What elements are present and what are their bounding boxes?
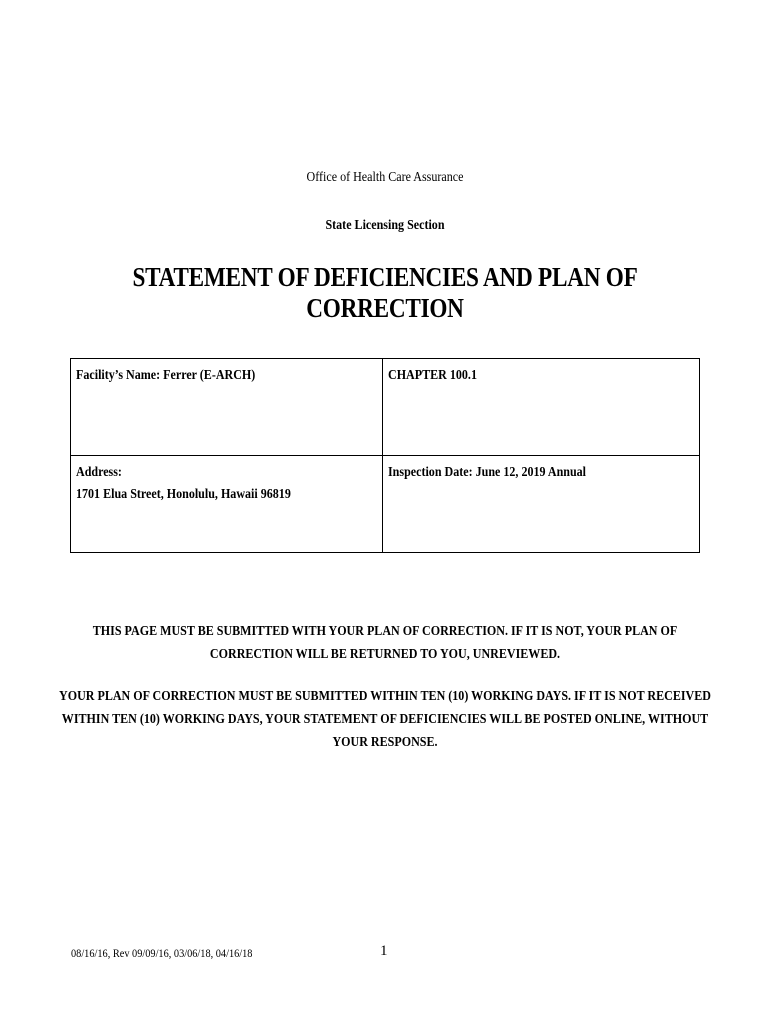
address-label: Address: bbox=[76, 465, 122, 480]
deadline-notice bbox=[60, 685, 710, 754]
address-value: 1701 Elua Street, Honolulu, Hawaii 96819 bbox=[76, 487, 291, 502]
page-title: STATEMENT OF DEFICIENCIES AND PLAN OF CORRECTION bbox=[132, 262, 638, 323]
chapter-cell bbox=[382, 359, 699, 456]
office-name: Office of Health Care Assurance bbox=[306, 170, 464, 185]
revision-dates: 08/16/16, Rev 09/09/16, 03/06/18, 04/16/18 bbox=[71, 946, 253, 960]
table-row bbox=[71, 359, 700, 456]
submission-notice-text: THIS PAGE MUST BE SUBMITTED WITH YOUR PLAN OF CORRECTION. IF IT IS NOT, YOUR PLAN OF CORRECTION WILL BE RETURNED TO YOU, UNREVIEWED. bbox=[92, 624, 678, 662]
page-number: 1 bbox=[380, 943, 388, 959]
facility-name-cell bbox=[71, 359, 383, 456]
facility-info-table bbox=[70, 358, 700, 553]
inspection-date-cell bbox=[382, 456, 699, 553]
chapter: CHAPTER 100.1 bbox=[387, 368, 477, 383]
inspection-date: Inspection Date: June 12, 2019 Annual bbox=[387, 465, 586, 480]
deadline-notice-text: YOUR PLAN OF CORRECTION MUST BE SUBMITTED WITHIN TEN (10) WORKING DAYS. IF IT IS NOT RECEIVED WITHIN TEN (10) WORKING DAYS, YOUR STATEMENT OF DEFICIENCIES WILL BE POSTED ONLINE, WITHOUT YOUR RESPONSE. bbox=[59, 689, 711, 750]
address-cell bbox=[71, 456, 383, 553]
table-row bbox=[71, 456, 700, 553]
submission-notice bbox=[60, 620, 710, 666]
section-name: State Licensing Section bbox=[325, 218, 445, 233]
facility-name: Facility’s Name: Ferrer (E-ARCH) bbox=[76, 368, 256, 383]
